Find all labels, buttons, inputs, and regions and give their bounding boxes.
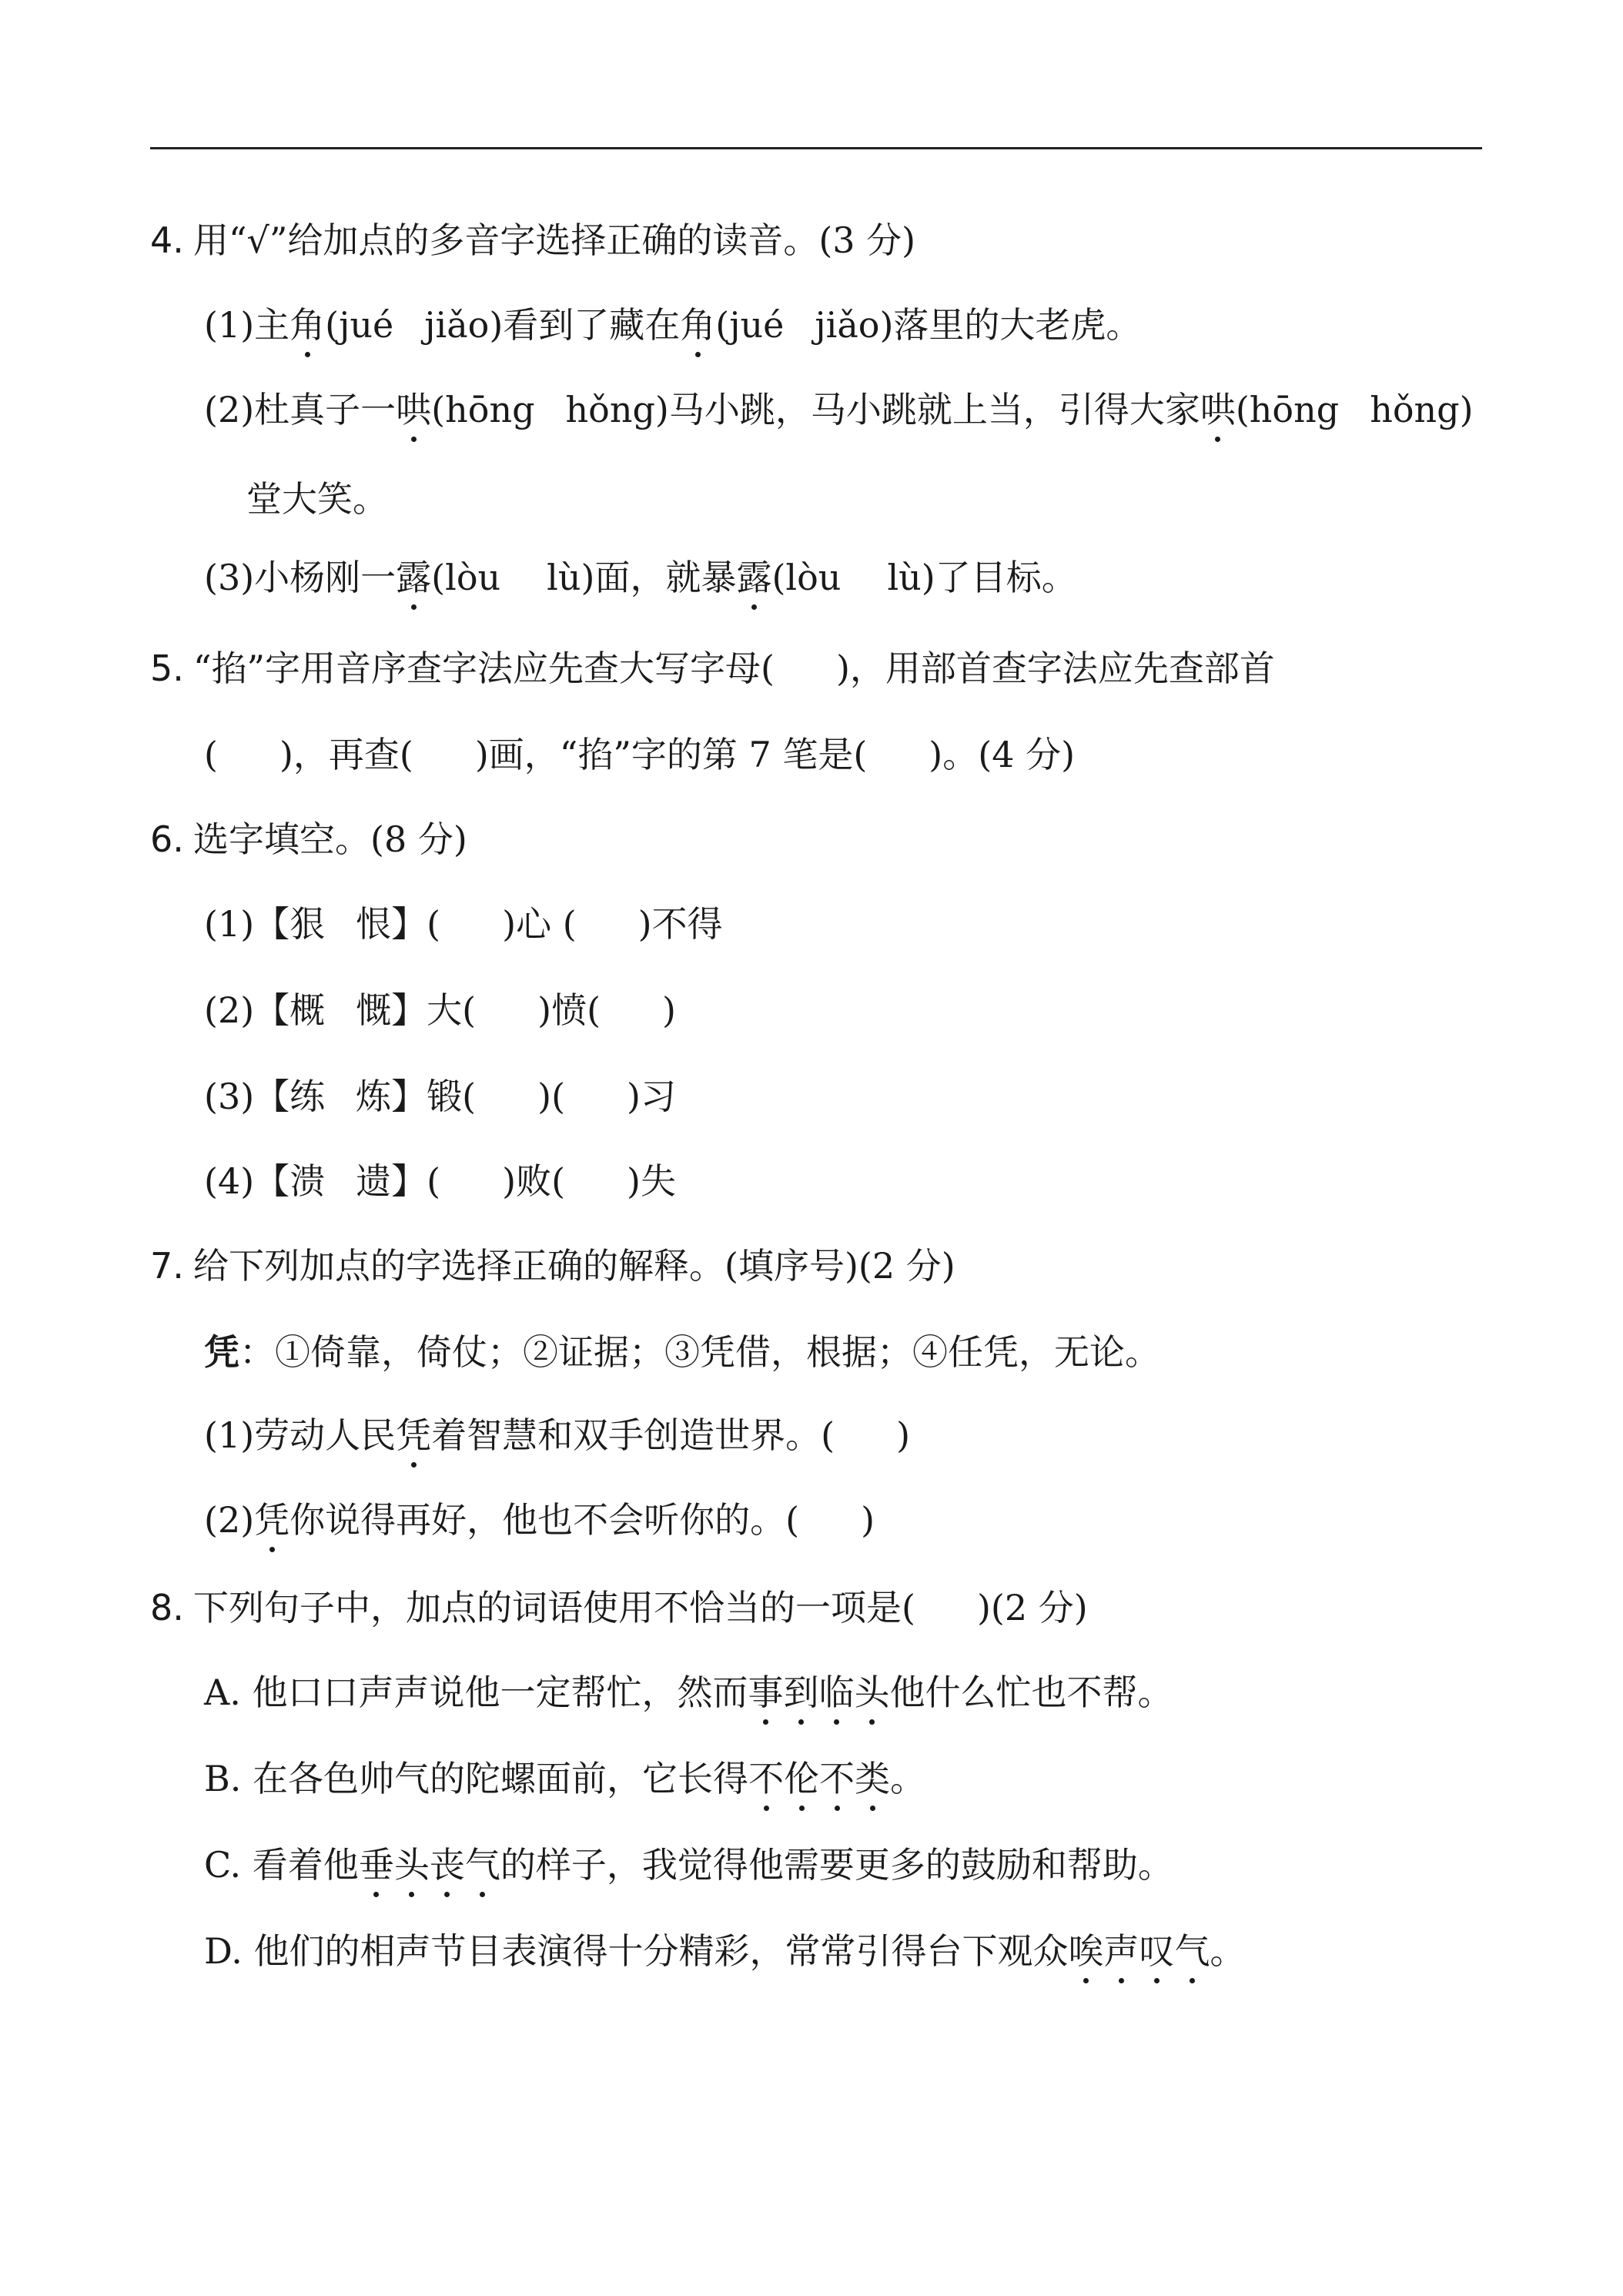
question-4-item-2: (2)杜真子一哄(hōng hǒng)马小跳，马小跳就上当，引得大家哄(hōng hǒng): [204, 387, 1474, 433]
question-6-item-2: (2)【概 慨】大( )愤( ): [204, 989, 676, 1031]
question-7-item-2: (2)凭你说得再好，他也不会听你的。( ): [204, 1497, 875, 1543]
question-4-item-3: (3)小杨刚一露(lòu lù)面，就暴露(lòu lù)了目标。: [204, 554, 1077, 601]
question-8-option-b: B. 在各色帅气的陀螺面前，它长得不伦不类。: [204, 1755, 925, 1802]
question-4-item-1: (1)主角(jué jiǎo)看到了藏在角(jué jiǎo)落里的大老虎。: [204, 302, 1141, 348]
question-7-title: 7. 给下列加点的字选择正确的解释。(填序号)(2 分): [150, 1245, 955, 1287]
question-8-option-c: C. 看着他垂头丧气的样子，我觉得他需要更多的鼓励和帮助。: [204, 1842, 1173, 1888]
question-8-option-a: A. 他口口声声说他一定帮忙，然而事到临头他什么忙也不帮。: [204, 1669, 1173, 1715]
question-6-item-3: (3)【练 炼】锻( )( )习: [204, 1076, 676, 1117]
question-7-item-1: (1)劳动人民凭着智慧和双手创造世界。( ): [204, 1412, 910, 1458]
question-5-line-2: ( )，再查( )画，“掐”字的第 7 笔是( )。(4 分): [204, 734, 1076, 775]
question-8-title: 8. 下列句子中，加点的词语使用不恰当的一项是( )(2 分): [150, 1587, 1088, 1628]
question-6-title: 6. 选字填空。(8 分): [150, 818, 467, 860]
question-6-item-1: (1)【狠 恨】( )心 ( )不得: [204, 903, 723, 945]
question-7-definition: 凭：①倚靠，倚仗；②证据；③凭借，根据；④任凭，无论。: [204, 1331, 1160, 1373]
header-rule: [150, 147, 1482, 149]
question-8-option-d: D. 他们的相声节目表演得十分精彩，常常引得台下观众唉声叹气。: [204, 1928, 1246, 1974]
question-4-item-2-continued: 堂大笑。: [246, 478, 388, 520]
question-5-line-1: 5. “掐”字用音序查字法应先查大写字母( )，用部首查字法应先查部首: [150, 648, 1275, 689]
question-4-title: 4. 用“√”给加点的多音字选择正确的读音。(3 分): [150, 219, 916, 261]
question-6-item-4: (4)【溃 遗】( )败( )失: [204, 1160, 676, 1202]
